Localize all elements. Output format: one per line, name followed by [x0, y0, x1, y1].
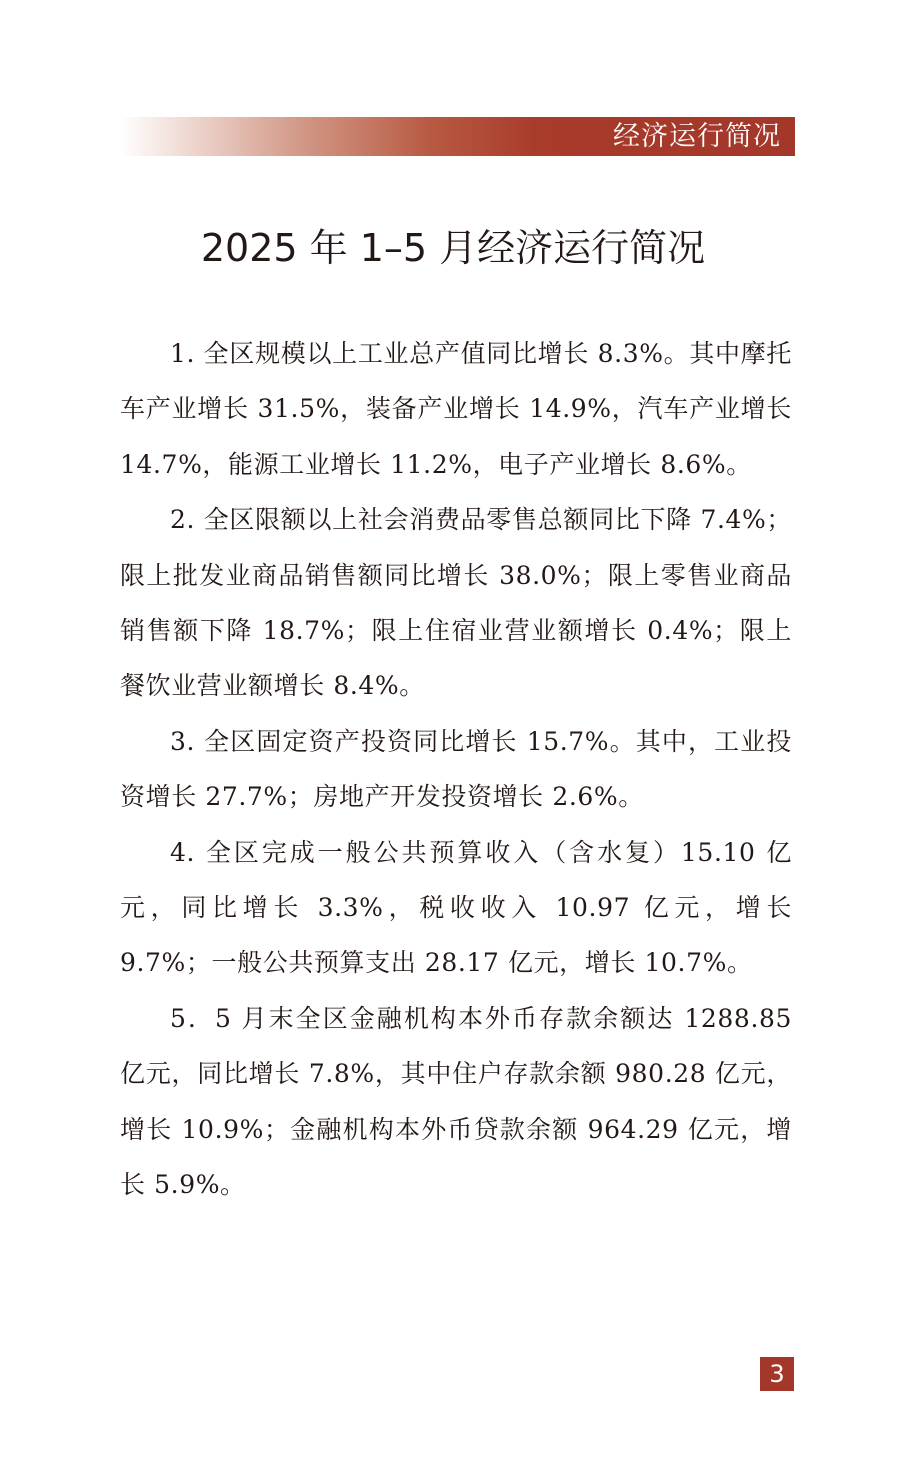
paragraph-budget: 4. 全区完成一般公共预算收入（含水复）15.10 亿元，同比增长 3.3%，税收收入 10.97 亿元，增长 9.7%；一般公共预算支出 28.17 亿元，增长 10.7%。 — [120, 837, 792, 978]
paragraph-finance: 5．5 月末全区金融机构本外币存款余额达 1288.85 亿元，同比增长 7.8%，其中住户存款余额 980.28 亿元，增长 10.9%；金融机构本外币贷款余额 964.29 亿元，增长 5.9%。 — [120, 1003, 792, 1200]
section-header-title: 经济运行简况 — [613, 121, 781, 152]
body-text — [120, 326, 792, 1213]
section-header-band — [119, 117, 795, 156]
page-title: 2025 年 1–5 月经济运行简况 — [200, 226, 706, 270]
paragraph-industry: 1. 全区规模以上工业总产值同比增长 8.3%。其中摩托车产业增长 31.5%，装备产业增长 14.9%，汽车产业增长 14.7%，能源工业增长 11.2%，电子产业增长 8.6%。 — [120, 339, 792, 479]
paragraph-investment: 3. 全区固定资产投资同比增长 15.7%。其中，工业投资增长 27.7%；房地产开发投资增长 2.6%。 — [120, 726, 792, 812]
paragraph-retail: 2. 全区限额以上社会消费品零售总额同比下降 7.4%；限上批发业商品销售额同比增长 38.0%；限上零售业商品销售额下降 18.7%；限上住宿业营业额增长 0.4%；限上餐饮业营业额增长 8.4%。 — [120, 505, 792, 701]
page-number: 3 — [760, 1357, 794, 1391]
